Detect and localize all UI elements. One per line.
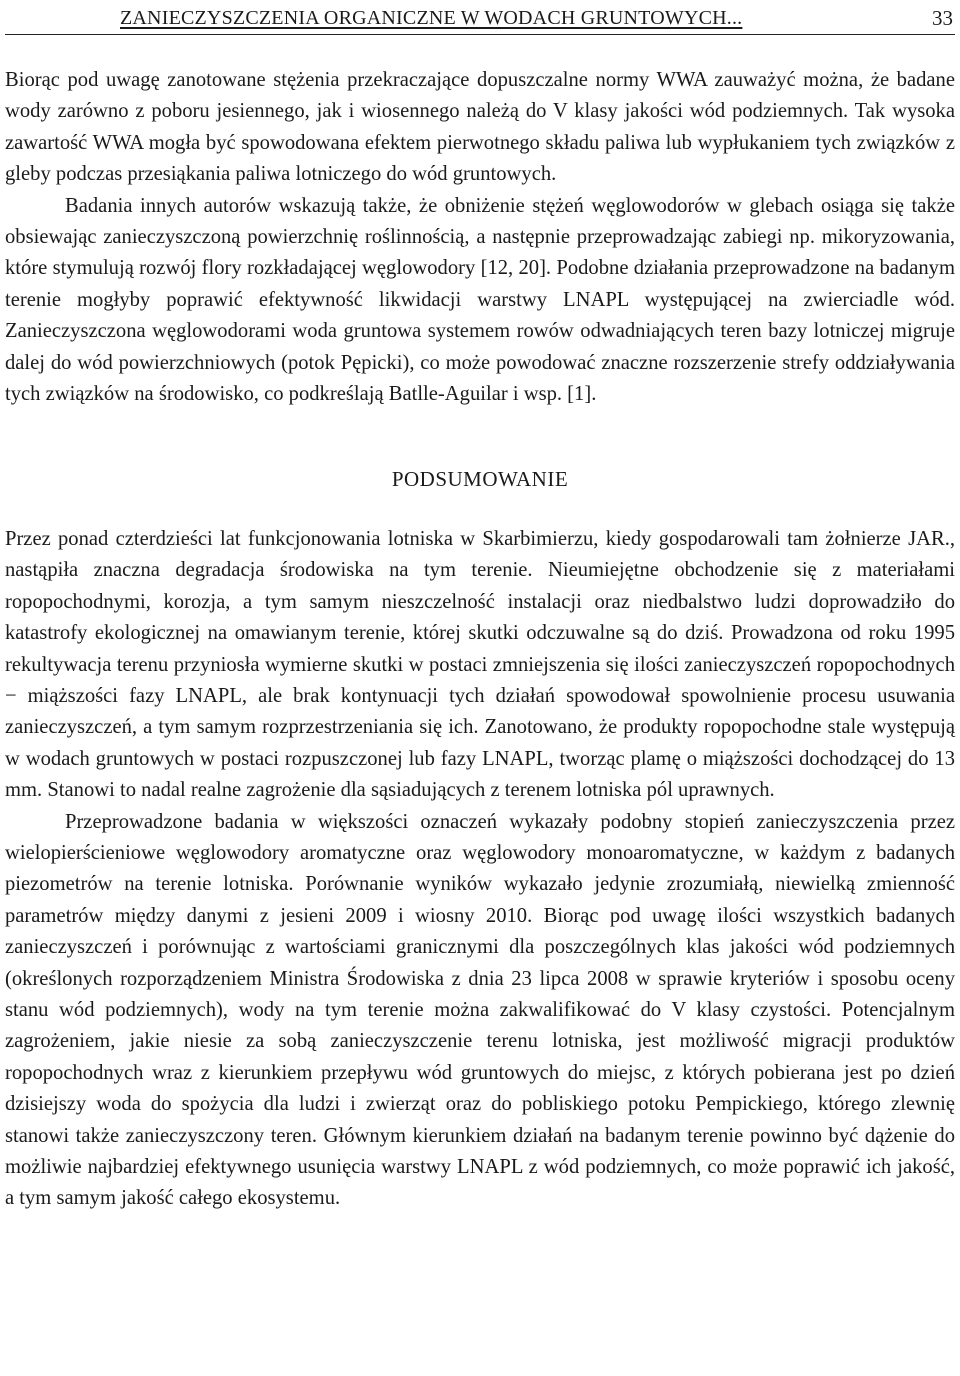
- paragraph-summary-degradation: Przez ponad czterdzieści lat funkcjonowania lotniska w Skarbimierzu, kiedy gospodarowali tam żołnierze JAR., nastąpiła znaczna degradacja środowiska na tym terenie. Nieumiejętne obchodzenie się z materiałami ropopochodnymi, korozja, a tym samym nieszczelność instalacji oraz niedbalstwo ludzi doprowadziło do katastrofy ekologicznej na omawianym terenie, której skutki odczuwalne są do dziś. Prowadzona od roku 1995 rekultywacja terenu przyniosła wymierne skutki w postaci zmniejszenia się ilości zanieczyszczeń ropopochodnych − miąższości fazy LNAPL, ale brak kontynuacji tych działań spowodował spowolnienie procesu usuwania zanieczyszczeń, a tym samym rozprzestrzeniania się ich. Zanotowano, że produkty ropopochodne stale występują w wodach gruntowych w postaci rozpuszczonej lub fazy LNAPL, tworząc plamę o miąższości dochodzącej do 13 mm. Stanowi to nadal realne zagrożenie dla sąsiadujących z terenem lotniska pól uprawnych.: [5, 527, 955, 802]
- paragraph-summary-research: Przeprowadzone badania w większości oznaczeń wykazały podobny stopień zanieczyszczenia przez wielopierścieniowe węglowodory aromatyczne oraz węglowodory monoaromatyczne, w każdym z badanych piezometrów na terenie lotniska. Porównanie wyników wykazało jedynie zrozumiałą, niewielką zmienność parametrów między danymi z jesieni 2009 i wiosny 2010. Biorąc pod uwagę ilości wszystkich badanych zanieczyszczeń i porównując z wartościami granicznymi dla poszczególnych klas jakości wód podziemnych (określonych rozporządzeniem Ministra Środowiska z dnia 23 lipca 2008 w sprawie kryteriów i sposobu oceny stanu wód podziemnych), wody na tym terenie można zakwalifikować do V klasy czystości. Potencjalnym zagrożeniem, jakie niesie za sobą zanieczyszczenie terenu lotniska, jest możliwość migracji produktów ropopochodnych wraz z kierunkiem przepływu wód gruntowych do miejsc, z których pobierana jest po dzień dzisiejszy woda do spożycia dla ludzi i zwierząt oraz do pobliskiego potoku Pempickiego, którego zlewnię stanowi także zanieczyszczony teren. Głównym kierunkiem działań na badanym terenie powinno być dążenie do możliwie najbardziej efektywnego usunięcia warstwy LNAPL z wód podziemnych, co może poprawić ich jakość, a tym samym jakość całego ekosystemu.: [5, 810, 955, 1210]
- page-number: 33: [932, 6, 953, 30]
- body-text: [5, 65, 955, 1215]
- section-heading-summary: PODSUMOWANIE: [391, 467, 569, 492]
- running-header: [5, 0, 955, 35]
- paragraph-other-authors: Badania innych autorów wskazują także, że obniżenie stężeń węglowodorów w glebach osiąga się także obsiewając zanieczyszczoną powierzchnię roślinnością, a następnie przeprowadzając zabiegi np. mikoryzowania, które stymulują rozwój flory rozkładającej węglowodory [12, 20]. Podobne działania przeprowadzone na badanym terenie mogłyby poprawić efektywność likwidacji warstwy LNAPL występującej na zwierciadle wód. Zanieczyszczona węglowodorami woda gruntowa systemem rowów odwadniających teren bazy lotniczej migruje dalej do wód powierzchniowych (potok Pępicki), co może powodować znaczne rozszerzenie strefy oddziaływania tych związków na środowisko, co podkreślają Batlle-Aguilar i wsp. [1].: [5, 194, 955, 406]
- document-page: [5, 0, 955, 1215]
- running-title: ZANIECZYSZCZENIA ORGANICZNE W WODACH GRUNTOWYCH...: [120, 7, 743, 29]
- paragraph-wwa-concentrations: Biorąc pod uwagę zanotowane stężenia przekraczające dopuszczalne normy WWA zauważyć można, że badane wody zarówno z poboru jesiennego, jak i wiosennego należą do V klasy jakości wód podziemnych. Tak wysoka zawartość WWA mogła być spowodowana efektem pierwotnego składu paliwa lub wypłukaniem tych związków z gleby podczas przesiąkania paliwa lotniczego do wód gruntowych.: [5, 69, 955, 186]
